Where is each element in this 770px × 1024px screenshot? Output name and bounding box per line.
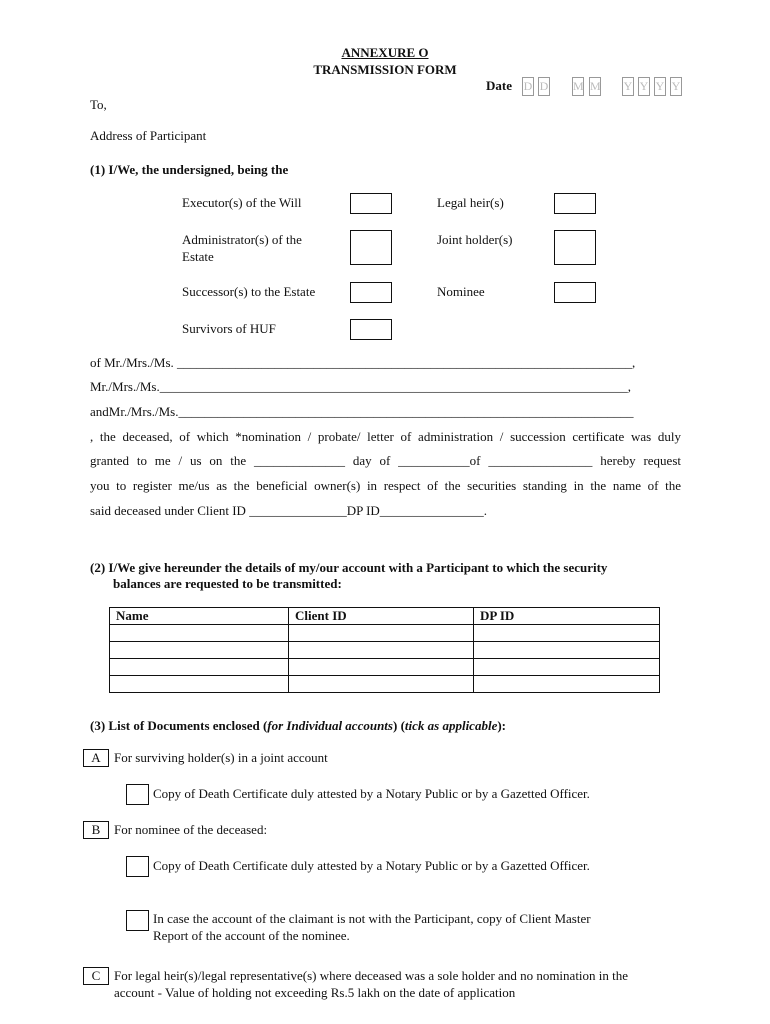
option-successor-checkbox[interactable] (350, 282, 392, 303)
deceased-name-line-3[interactable]: andMr./Mrs./Ms.______________________________________________________________________ (90, 404, 634, 419)
section3-heading-italic-1: for Individual accounts (267, 718, 393, 733)
address-of-participant: Address of Participant (90, 128, 207, 143)
section3-heading-italic-2: tick as applicable (404, 718, 498, 733)
date-year-2[interactable]: Y (638, 77, 650, 96)
to-label: To, (90, 97, 107, 112)
date-year-1[interactable]: Y (622, 77, 634, 96)
date-year-4[interactable]: Y (670, 77, 682, 96)
form-title: TRANSMISSION FORM (313, 62, 457, 77)
section3-heading-suffix: ): (497, 718, 507, 733)
section3-heading-prefix: (3) List of Documents enclosed ( (90, 718, 268, 733)
client-id-cell[interactable] (289, 676, 474, 693)
table-row (110, 659, 660, 676)
section-b-death-certificate-label: Copy of Death Certificate duly attested by a Notary Public or by a Gazetted Officer. (153, 858, 590, 873)
section-b-client-master-label-1: In case the account of the claimant is not with the Participant, copy of Client Master (153, 911, 591, 926)
option-survivors-huf-label: Survivors of HUF (182, 321, 276, 336)
option-administrator-checkbox[interactable] (350, 230, 392, 265)
section1-heading: (1) I/We, the undersigned, being the (90, 162, 289, 177)
date-month-2[interactable]: M (589, 77, 601, 96)
section-a-death-certificate-checkbox[interactable] (126, 784, 149, 805)
table-row (110, 642, 660, 659)
section-a-label: For surviving holder(s) in a joint account (114, 750, 328, 765)
option-nominee-checkbox[interactable] (554, 282, 596, 303)
option-legal-heir-checkbox[interactable] (554, 193, 596, 214)
column-header-dp-id: DP ID (474, 608, 660, 625)
option-administrator-label-1: Administrator(s) of the (182, 232, 302, 247)
section2-heading-2: balances are requested to be transmitted: (113, 576, 342, 591)
deceased-name-line-2[interactable]: Mr./Mrs./Ms.________________________________________________________________________, (90, 379, 631, 394)
dp-id-cell[interactable] (474, 676, 660, 693)
date-day-2[interactable]: D (538, 77, 550, 96)
date-year-3[interactable]: Y (654, 77, 666, 96)
section-b-death-certificate-checkbox[interactable] (126, 856, 149, 877)
client-id-cell[interactable] (289, 625, 474, 642)
table-header-row (110, 608, 660, 625)
table-row (110, 676, 660, 693)
option-successor-label: Successor(s) to the Estate (182, 284, 316, 299)
section-c-label-2: account - Value of holding not exceeding Rs.5 lakh on the date of application (114, 985, 516, 1000)
section-a-death-certificate-label: Copy of Death Certificate duly attested by a Notary Public or by a Gazetted Officer. (153, 786, 590, 801)
column-header-name: Name (110, 608, 289, 625)
date-day-1[interactable]: D (522, 77, 534, 96)
table-row (110, 625, 660, 642)
name-cell[interactable] (110, 642, 289, 659)
annexure-label: ANNEXURE O (341, 45, 429, 60)
declaration-line-2[interactable]: granted to me / us on the ______________ day of ___________of ________________ hereby request (90, 453, 681, 468)
option-nominee-label: Nominee (437, 284, 485, 299)
option-joint-holder-label: Joint holder(s) (437, 232, 513, 247)
dp-id-cell[interactable] (474, 625, 660, 642)
section-b-letter: B (83, 821, 109, 839)
option-executor-label: Executor(s) of the Will (182, 195, 302, 210)
name-cell[interactable] (110, 676, 289, 693)
section-b-label: For nominee of the deceased: (114, 822, 268, 837)
option-administrator-label-2: Estate (182, 249, 214, 264)
option-legal-heir-label: Legal heir(s) (437, 195, 504, 210)
dp-id-cell[interactable] (474, 659, 660, 676)
column-header-client-id: Client ID (289, 608, 474, 625)
section-b-client-master-label-2: Report of the account of the nominee. (153, 928, 350, 943)
option-joint-holder-checkbox[interactable] (554, 230, 596, 265)
declaration-line-4[interactable]: said deceased under Client ID _______________DP ID________________. (90, 503, 488, 518)
deceased-name-line-1[interactable]: of Mr./Mrs./Ms. ______________________________________________________________________, (90, 355, 636, 370)
account-details-table (109, 607, 660, 693)
name-cell[interactable] (110, 659, 289, 676)
name-cell[interactable] (110, 625, 289, 642)
dp-id-cell[interactable] (474, 642, 660, 659)
option-executor-checkbox[interactable] (350, 193, 392, 214)
section3-heading (90, 718, 506, 734)
section-b-client-master-checkbox[interactable] (126, 910, 149, 931)
section-c-letter: C (83, 967, 109, 985)
option-survivors-huf-checkbox[interactable] (350, 319, 392, 340)
declaration-line-1: , the deceased, of which *nomination / probate/ letter of administration / succession certificate was duly (90, 429, 681, 444)
declaration-line-3: you to register me/us as the beneficial owner(s) in respect of the securities standing in the name of the (90, 478, 681, 493)
client-id-cell[interactable] (289, 642, 474, 659)
section-c-label-1: For legal heir(s)/legal representative(s) where deceased was a sole holder and no nomination in the (114, 968, 629, 983)
client-id-cell[interactable] (289, 659, 474, 676)
date-month-1[interactable]: M (572, 77, 584, 96)
section3-heading-mid: ) ( (392, 718, 405, 733)
date-label: Date (486, 78, 512, 93)
section-a-letter: A (83, 749, 109, 767)
section2-heading-1: (2) I/We give hereunder the details of my/our account with a Participant to which the security (90, 560, 608, 575)
